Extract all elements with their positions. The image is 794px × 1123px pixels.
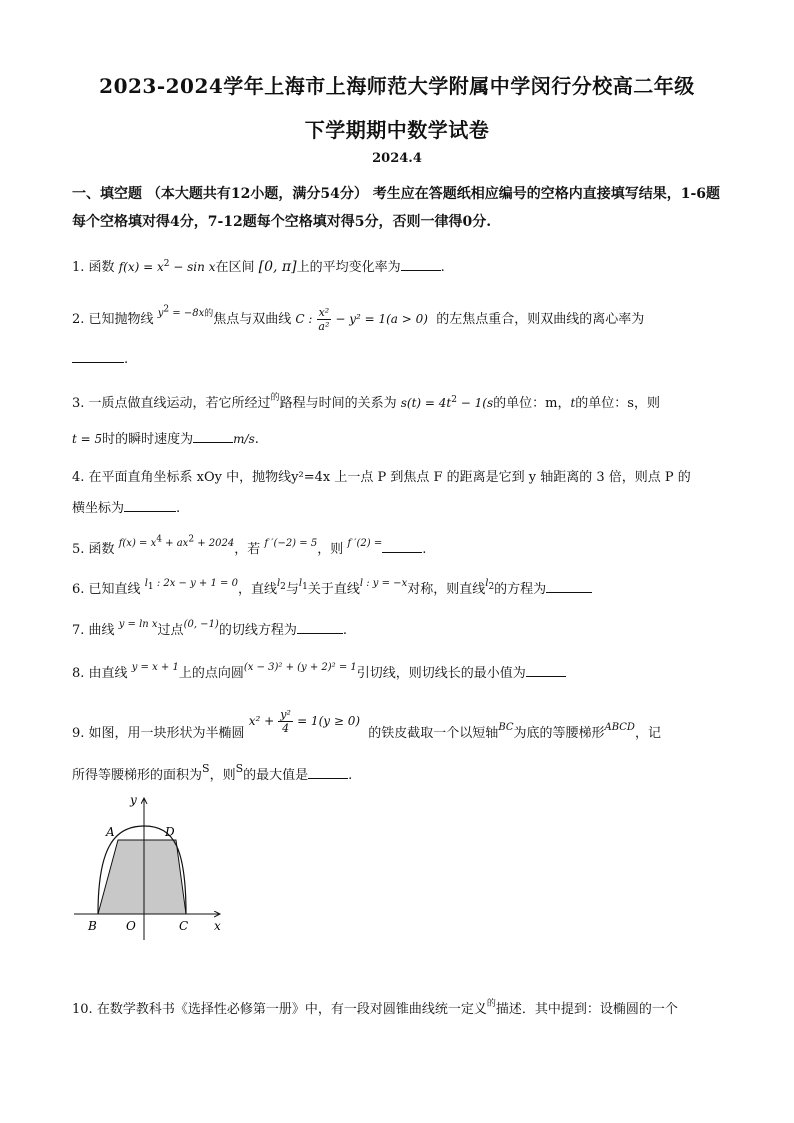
label-d: D (165, 825, 175, 839)
question-5: 5. 函数 $^{f(x) = x4 + ax2 + 2024}$，若 $^{f '(-2) = 5}$，则 $^{f '(2) =}$ . (72, 534, 427, 557)
question-4: 4. 在平面直角坐标系 xOy 中，抛物线y²=4x 上一点 P 到焦点 F 的距离是它到 y 轴距离的 3 倍，则点 P 的 (72, 470, 691, 485)
exam-date: 2024.4 (372, 151, 422, 166)
label-x: x (214, 919, 221, 933)
ellipse-trapezoid-figure (68, 788, 230, 940)
question-6: 6. 已知直线 $^{l1 : 2x - y + 1 = 0}$，直线$^{l2}$与$^{l1}$关于直线$^{l : y = -x}$对称，则直线$^{l2}$的方程为 (72, 578, 592, 599)
question-2: 2. 已知抛物线 $^{y2 = -8x的}$焦点与双曲线 C : $\frac{\text{x²}}{\text{a²}}$ − y² = 1(a > 0) 的左焦点重合，则双曲线的离心率为 (72, 304, 645, 333)
question-2-answer-line: . (72, 350, 128, 367)
question-8: 8. 由直线 $^{y = x + 1}$上的点向圆$^{(x - 3)^2 + (y + 2)^2 = 1}$引切线，则切线长的最小值为 (72, 662, 566, 681)
trapezoid-abcd (98, 840, 186, 914)
question-3-line-2: t = 5时的瞬时速度为 m/s. (72, 432, 259, 447)
question-9: 9. 如图，用一块形状为半椭圆 x² + $\frac{\text{y²}}{4}$ = 1(y ≥ 0) 的铁皮截取一个以短轴$^{BC}$为底的等腰梯形$^{ABCD}$，记 (72, 708, 661, 741)
label-c: C (179, 919, 189, 933)
label-y: y (130, 793, 137, 807)
title-line-2: 下学期期中数学试卷 (304, 118, 490, 142)
question-4-line-2: 横坐标为 . (72, 501, 181, 516)
question-1: 1. 函数 $f(x) = x^2 - \sin x$在区间 [0, π]上的平均变化率为 . (72, 259, 445, 275)
question-9-line-2: 所得等腰梯形的面积为$^S$，则$^S$的最大值是 . (72, 762, 353, 783)
label-a: A (106, 825, 115, 839)
title-line-1: 2023-2024学年上海市上海师范大学附属中学闵行分校高二年级 (99, 74, 695, 98)
section-1-heading: 一、填空题 （本大题共有12小题，满分54分） 考生应在答题纸相应编号的空格内直接填写结果，1-6题每个空格填对得4分，7-12题每个空格填对得5分，否则一律得0分. (72, 186, 721, 230)
question-7: 7. 曲线 $^{y = ln x}$过点$^{(0, -1)}$的切线方程为 . (72, 619, 347, 638)
question-3: 3. 一质点做直线运动，若它所经过$^的$路程与时间的关系为 $s(t) = 4t^2 - 1(s$的单位：m，t的单位：s，则 (72, 393, 660, 411)
label-b: B (88, 919, 97, 933)
question-10: 10. 在数学教科书《选择性必修第一册》中，有一段对圆锥曲线统一定义$^的$描述．其中提到：设椭圆的一个 (72, 999, 678, 1017)
label-o: O (126, 919, 136, 933)
